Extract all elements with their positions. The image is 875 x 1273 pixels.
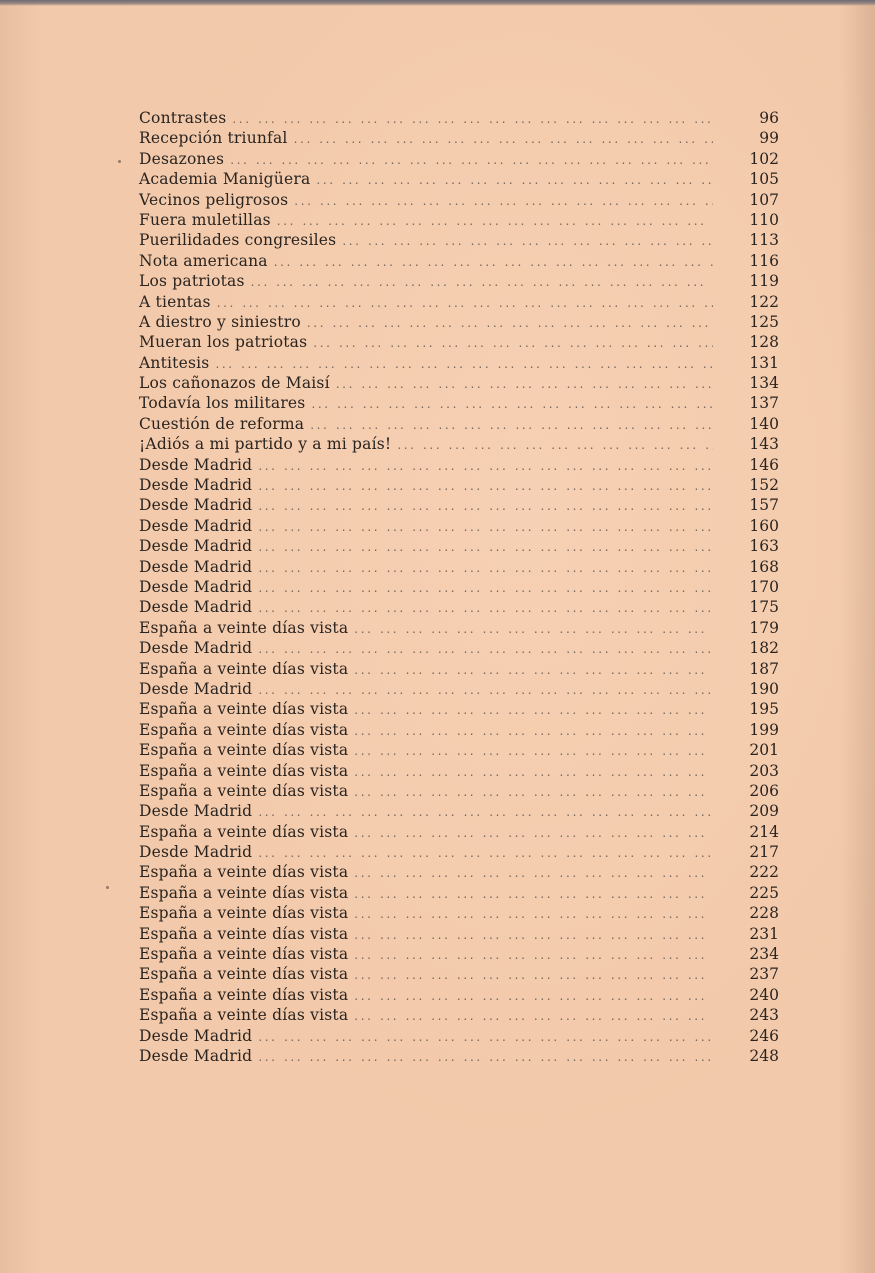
- toc-entry-page-number: 99: [759, 129, 779, 148]
- page-top-edge: [0, 0, 875, 6]
- toc-entry-title: Desde Madrid: [139, 557, 253, 576]
- toc-entry-title: Academia Manigüera: [139, 170, 311, 189]
- toc-entry-page-number: 168: [749, 557, 779, 576]
- toc-entry-title: Desde Madrid: [139, 577, 253, 596]
- toc-entry-title: Fuera muletillas: [139, 210, 271, 229]
- toc-entry: [139, 842, 779, 862]
- toc-entry-title: España a veinte días vista: [139, 863, 349, 882]
- toc-entry-page-number: 110: [749, 210, 779, 229]
- dot-leader: [274, 252, 713, 272]
- toc-entry-title: España a veinte días vista: [139, 945, 349, 964]
- toc-entry-page-number: 209: [749, 802, 779, 821]
- toc-entry: [139, 1026, 779, 1046]
- toc-entry: [139, 1005, 779, 1025]
- toc-entry: [139, 332, 779, 352]
- toc-entry-page-number: 201: [749, 741, 779, 760]
- toc-entry: [139, 373, 779, 393]
- toc-entry: [139, 883, 779, 903]
- dot-leader: [354, 823, 713, 843]
- toc-entry: [139, 190, 779, 210]
- toc-entry: [139, 536, 779, 556]
- toc-entry-title: Desde Madrid: [139, 516, 253, 535]
- toc-entry: [139, 434, 779, 454]
- toc-entry-page-number: 134: [749, 374, 779, 393]
- toc-entry-title: España a veinte días vista: [139, 1006, 349, 1025]
- toc-entry-page-number: 128: [749, 333, 779, 352]
- toc-entry: [139, 230, 779, 250]
- dot-leader: [354, 863, 713, 883]
- toc-entry-title: España a veinte días vista: [139, 659, 349, 678]
- dot-leader: [258, 537, 713, 557]
- toc-entry-title: Cuestión de reforma: [139, 414, 305, 433]
- toc-entry-title: Desde Madrid: [139, 679, 253, 698]
- toc-entry: [139, 638, 779, 658]
- toc-entry-page-number: 217: [749, 843, 779, 862]
- toc-entry: [139, 964, 779, 984]
- dot-leader: [277, 211, 713, 231]
- toc-entry: [139, 577, 779, 597]
- toc-entry-title: Recepción triunfal: [139, 129, 288, 148]
- toc-entry-title: España a veinte días vista: [139, 883, 349, 902]
- toc-entry-page-number: 203: [749, 761, 779, 780]
- toc-entry-page-number: 143: [749, 435, 779, 454]
- toc-entry-page-number: 187: [749, 659, 779, 678]
- toc-entry: [139, 169, 779, 189]
- toc-entry-title: España a veinte días vista: [139, 618, 349, 637]
- toc-entry-title: Desde Madrid: [139, 455, 253, 474]
- toc-entry: [139, 210, 779, 230]
- toc-entry-page-number: 160: [749, 516, 779, 535]
- toc-entry-page-number: 107: [749, 190, 779, 209]
- paper-speck: [106, 886, 109, 889]
- toc-entry-title: Mueran los patriotas: [139, 333, 308, 352]
- toc-entry-page-number: 231: [749, 924, 779, 943]
- toc-entry-title: España a veinte días vista: [139, 761, 349, 780]
- dot-leader: [232, 109, 713, 129]
- toc-entry: [139, 516, 779, 536]
- toc-entry-title: España a veinte días vista: [139, 985, 349, 1004]
- dot-leader: [258, 843, 713, 863]
- toc-entry: [139, 271, 779, 291]
- dot-leader: [354, 741, 713, 761]
- toc-entry: [139, 740, 779, 760]
- dot-leader: [354, 619, 713, 639]
- toc-entry-title: Desde Madrid: [139, 496, 253, 515]
- dot-leader: [258, 598, 713, 618]
- toc-entry-title: A tientas: [139, 292, 211, 311]
- toc-entry: [139, 679, 779, 699]
- dot-leader: [258, 456, 713, 476]
- toc-entry-page-number: 182: [749, 639, 779, 658]
- toc-entry-page-number: 225: [749, 883, 779, 902]
- toc-entry: [139, 822, 779, 842]
- toc-entry: [139, 292, 779, 312]
- toc-entry-page-number: 199: [749, 720, 779, 739]
- dot-leader: [354, 762, 713, 782]
- dot-leader: [258, 496, 713, 516]
- toc-entry: [139, 924, 779, 944]
- toc-entry-title: España a veinte días vista: [139, 924, 349, 943]
- toc-entry: [139, 251, 779, 271]
- toc-entry-page-number: 246: [749, 1026, 779, 1045]
- toc-entry-page-number: 214: [749, 822, 779, 841]
- toc-entry-page-number: 248: [749, 1046, 779, 1065]
- toc-entry-title: Desde Madrid: [139, 802, 253, 821]
- toc-entry: [139, 699, 779, 719]
- dot-leader: [354, 721, 713, 741]
- toc-entry-page-number: 179: [749, 618, 779, 637]
- dot-leader: [311, 394, 713, 414]
- dot-leader: [294, 191, 713, 211]
- toc-entry-page-number: 102: [749, 149, 779, 168]
- toc-entry: [139, 393, 779, 413]
- toc-entry: [139, 108, 779, 128]
- dot-leader: [316, 170, 713, 190]
- dot-leader: [310, 415, 713, 435]
- dot-leader: [258, 578, 713, 598]
- dot-leader: [258, 802, 713, 822]
- dot-leader: [354, 925, 713, 945]
- toc-entry-title: Nota americana: [139, 251, 268, 270]
- dot-leader: [307, 313, 713, 333]
- toc-entry-title: Los cañonazos de Maisí: [139, 374, 330, 393]
- toc-entry: [139, 944, 779, 964]
- dot-leader: [397, 435, 713, 455]
- toc-entry-title: España a veinte días vista: [139, 904, 349, 923]
- toc-entry-page-number: 190: [749, 679, 779, 698]
- dot-leader: [354, 986, 713, 1006]
- dot-leader: [258, 476, 713, 496]
- toc-entry-page-number: 96: [759, 109, 779, 127]
- toc-entry-title: España a veinte días vista: [139, 781, 349, 800]
- toc-entry-title: Desde Madrid: [139, 1026, 253, 1045]
- toc-entry-title: A diestro y siniestro: [139, 312, 301, 331]
- dot-leader: [251, 272, 713, 292]
- toc-entry: [139, 475, 779, 495]
- toc-entry: [139, 597, 779, 617]
- paper-speck: [118, 160, 121, 163]
- dot-leader: [258, 517, 713, 537]
- toc-entry: [139, 903, 779, 923]
- dot-leader: [354, 782, 713, 802]
- toc-entry-title: Desazones: [139, 149, 225, 168]
- toc-entry-page-number: 240: [749, 985, 779, 1004]
- toc-entry-page-number: 206: [749, 781, 779, 800]
- dot-leader: [258, 1047, 713, 1067]
- toc-entry-page-number: 140: [749, 414, 779, 433]
- toc-entry-page-number: 228: [749, 904, 779, 923]
- toc-entry: [139, 353, 779, 373]
- toc-entry: [139, 720, 779, 740]
- toc-entry-title: Todavía los militares: [139, 394, 306, 413]
- toc-entry-page-number: 234: [749, 945, 779, 964]
- toc-entry-page-number: 163: [749, 537, 779, 556]
- toc-entry-page-number: 157: [749, 496, 779, 515]
- toc-entry-title: ¡Adiós a mi partido y a mi país!: [139, 435, 392, 454]
- toc-entry: [139, 1046, 779, 1066]
- toc-entry-title: España a veinte días vista: [139, 741, 349, 760]
- toc-entry-page-number: 113: [749, 231, 779, 250]
- dot-leader: [258, 680, 713, 700]
- dot-leader: [354, 884, 713, 904]
- toc-entry: [139, 128, 779, 148]
- toc-entry-page-number: 125: [749, 312, 779, 331]
- toc-entry: [139, 761, 779, 781]
- toc-entry-page-number: 222: [749, 863, 779, 882]
- dot-leader: [258, 1027, 713, 1047]
- toc-entry: [139, 801, 779, 821]
- dot-leader: [354, 660, 713, 680]
- toc-entry-page-number: 152: [749, 476, 779, 495]
- dot-leader: [294, 129, 713, 149]
- toc-entry-page-number: 119: [749, 272, 779, 291]
- toc-entry-page-number: 122: [749, 292, 779, 311]
- toc-entry-title: Puerilidades congresiles: [139, 231, 337, 250]
- dot-leader: [217, 293, 713, 313]
- toc-entry-title: España a veinte días vista: [139, 822, 349, 841]
- toc-entry-title: España a veinte días vista: [139, 965, 349, 984]
- dot-leader: [258, 558, 713, 578]
- toc-entry-page-number: 170: [749, 577, 779, 596]
- dot-leader: [354, 700, 713, 720]
- toc-entry: [139, 557, 779, 577]
- dot-leader: [258, 639, 713, 659]
- toc-entry-page-number: 105: [749, 170, 779, 189]
- toc-entry-page-number: 195: [749, 700, 779, 719]
- toc-entry-page-number: 146: [749, 455, 779, 474]
- toc-entry-title: Desde Madrid: [139, 639, 253, 658]
- toc-entry: [139, 862, 779, 882]
- dot-leader: [342, 231, 713, 251]
- dot-leader: [313, 333, 713, 353]
- toc-entry: [139, 455, 779, 475]
- toc-entry: [139, 618, 779, 638]
- toc-entry-title: España a veinte días vista: [139, 720, 349, 739]
- toc-entry-title: Desde Madrid: [139, 476, 253, 495]
- toc-entry-page-number: 131: [749, 353, 779, 372]
- toc-entry: [139, 149, 779, 169]
- toc-entry-page-number: 243: [749, 1006, 779, 1025]
- toc-entry-title: Desde Madrid: [139, 1046, 253, 1065]
- toc-entry-page-number: 175: [749, 598, 779, 617]
- dot-leader: [336, 374, 713, 394]
- toc-entry-title: Desde Madrid: [139, 598, 253, 617]
- table-of-contents: [139, 108, 779, 1066]
- toc-entry-title: Contrastes: [139, 109, 227, 127]
- toc-entry-page-number: 137: [749, 394, 779, 413]
- toc-entry: [139, 312, 779, 332]
- dot-leader: [215, 354, 713, 374]
- toc-entry: [139, 414, 779, 434]
- toc-entry-title: Vecinos peligrosos: [139, 190, 289, 209]
- toc-entry-title: España a veinte días vista: [139, 700, 349, 719]
- toc-entry: [139, 659, 779, 679]
- toc-entry: [139, 495, 779, 515]
- dot-leader: [354, 945, 713, 965]
- dot-leader: [354, 1006, 713, 1026]
- toc-entry-title: Antitesis: [139, 353, 210, 372]
- toc-entry: [139, 781, 779, 801]
- dot-leader: [354, 904, 713, 924]
- dot-leader: [354, 965, 713, 985]
- toc-entry-page-number: 237: [749, 965, 779, 984]
- toc-entry-title: Los patriotas: [139, 272, 245, 291]
- toc-entry-page-number: 116: [749, 251, 779, 270]
- toc-entry-title: Desde Madrid: [139, 537, 253, 556]
- toc-entry-title: Desde Madrid: [139, 843, 253, 862]
- toc-entry: [139, 985, 779, 1005]
- dot-leader: [230, 150, 713, 170]
